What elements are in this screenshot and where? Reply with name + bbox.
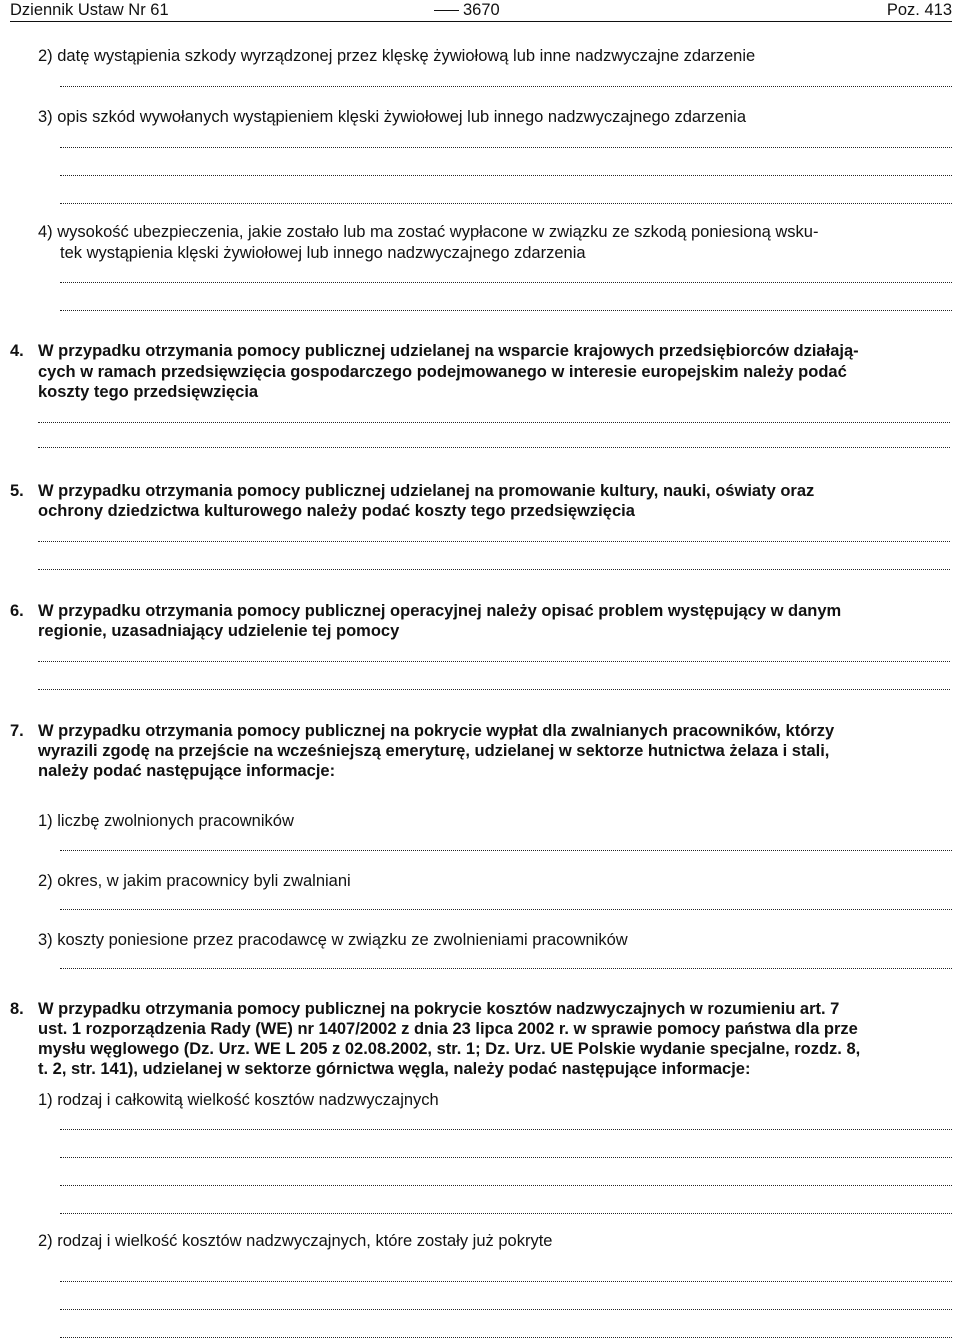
fill-line [38, 416, 950, 423]
section-4-line-3: koszty tego przedsięwzięcia [38, 383, 259, 401]
fill-line [60, 141, 952, 148]
fill-line [60, 80, 952, 87]
section-8-item-1: 1) rodzaj i całkowitą wielkość kosztów nadzwyczajnych [38, 1091, 439, 1109]
fill-line [60, 962, 952, 969]
fill-line [60, 197, 952, 204]
section-7-line-3: należy podać następujące informacje: [38, 762, 336, 780]
section-4-number: 4. [10, 342, 24, 360]
section-7-item-1: 1) liczbę zwolnionych pracowników [38, 812, 294, 830]
fill-line [60, 1331, 952, 1338]
section-8-line-4: t. 2, str. 141), udzielanej w sektorze górnictwa węgla, należy podać następujące informacje: [38, 1060, 751, 1078]
section-8-line-1: W przypadku otrzymania pomocy publicznej na pokrycie kosztów nadzwyczajnych w rozumieniu art. 7 [38, 1000, 840, 1018]
page-number: 3670 [459, 0, 504, 20]
fill-line [60, 1123, 952, 1130]
section-8-number: 8. [10, 1000, 24, 1018]
section-6-number: 6. [10, 602, 24, 620]
section-8-line-2: ust. 1 rozporządzenia Rady (WE) nr 1407/2002 z dnia 23 lipca 2002 r. w sprawie pomocy państwa dla prze [38, 1020, 858, 1038]
section-8-item-2: 2) rodzaj i wielkość kosztów nadzwyczajnych, które zostały już pokryte [38, 1232, 553, 1250]
section-7-line-1: W przypadku otrzymania pomocy publicznej na pokrycie wypłat dla zwalnianych pracowników, którzy [38, 722, 835, 740]
section-7-number: 7. [10, 722, 24, 740]
fill-line [60, 276, 952, 283]
page-header [0, 0, 960, 20]
section-4-line-2: cych w ramach przedsięwzięcia gospodarczego podejmowanego w interesie europejskim należy podać [38, 363, 847, 381]
header-rule [10, 21, 952, 22]
fill-line [60, 169, 952, 176]
item-3-text: 3) opis szkód wywołanych wystąpieniem klęski żywiołowej lub innego nadzwyczajnego zdarzenia [38, 108, 747, 126]
position-number: Poz. 413 [886, 1, 952, 19]
section-4-line-1: W przypadku otrzymania pomocy publicznej udzielanej na wsparcie krajowych przedsiębiorców działają- [38, 342, 859, 360]
section-5-number: 5. [10, 482, 24, 500]
fill-line [60, 844, 952, 851]
fill-line [60, 1207, 952, 1214]
section-6-line-2: regionie, uzasadniający udzielenie tej pomocy [38, 622, 400, 640]
journal-title: Dziennik Ustaw Nr 61 [10, 1, 169, 19]
section-8-line-3: mysłu węglowego (Dz. Urz. WE L 205 z 02.08.2002, str. 1; Dz. Urz. UE Polskie wydanie specjalne, rozdz. 8, [38, 1040, 861, 1058]
section-5-line-1: W przypadku otrzymania pomocy publicznej udzielanej na promowanie kultury, nauki, oświaty oraz [38, 482, 815, 500]
fill-line [38, 683, 950, 690]
fill-line [38, 535, 950, 542]
fill-line [38, 655, 950, 662]
fill-line [60, 1151, 952, 1158]
section-7-item-2: 2) okres, w jakim pracownicy byli zwalniani [38, 872, 351, 890]
fill-line [60, 304, 952, 311]
fill-line [60, 1275, 952, 1282]
item-4-text-line-2: tek wystąpienia klęski żywiołowej lub innego nadzwyczajnego zdarzenia [60, 244, 586, 262]
item-4-text-line-1: 4) wysokość ubezpieczenia, jakie zostało lub ma zostać wypłacone w związku ze szkodą poniesioną wsku- [38, 223, 819, 241]
item-2-text: 2) datę wystąpienia szkody wyrządzonej przez klęskę żywiołową lub inne nadzwyczajne zdarzenie [38, 47, 756, 65]
section-7-line-2: wyrazili zgodę na przejście na wcześniejszą emeryturę, udzielanej w sektorze hutnictwa żelaza i stali, [38, 742, 830, 760]
fill-line [38, 563, 950, 570]
section-5-line-2: ochrony dziedzictwa kulturowego należy podać koszty tego przedsięwzięcia [38, 502, 635, 520]
fill-line [60, 903, 952, 910]
section-7-item-3: 3) koszty poniesione przez pracodawcę w związku ze zwolnieniami pracowników [38, 931, 628, 949]
fill-line [60, 1303, 952, 1310]
fill-line [38, 441, 950, 448]
section-6-line-1: W przypadku otrzymania pomocy publicznej operacyjnej należy opisać problem występujący w danym [38, 602, 842, 620]
fill-line [60, 1179, 952, 1186]
